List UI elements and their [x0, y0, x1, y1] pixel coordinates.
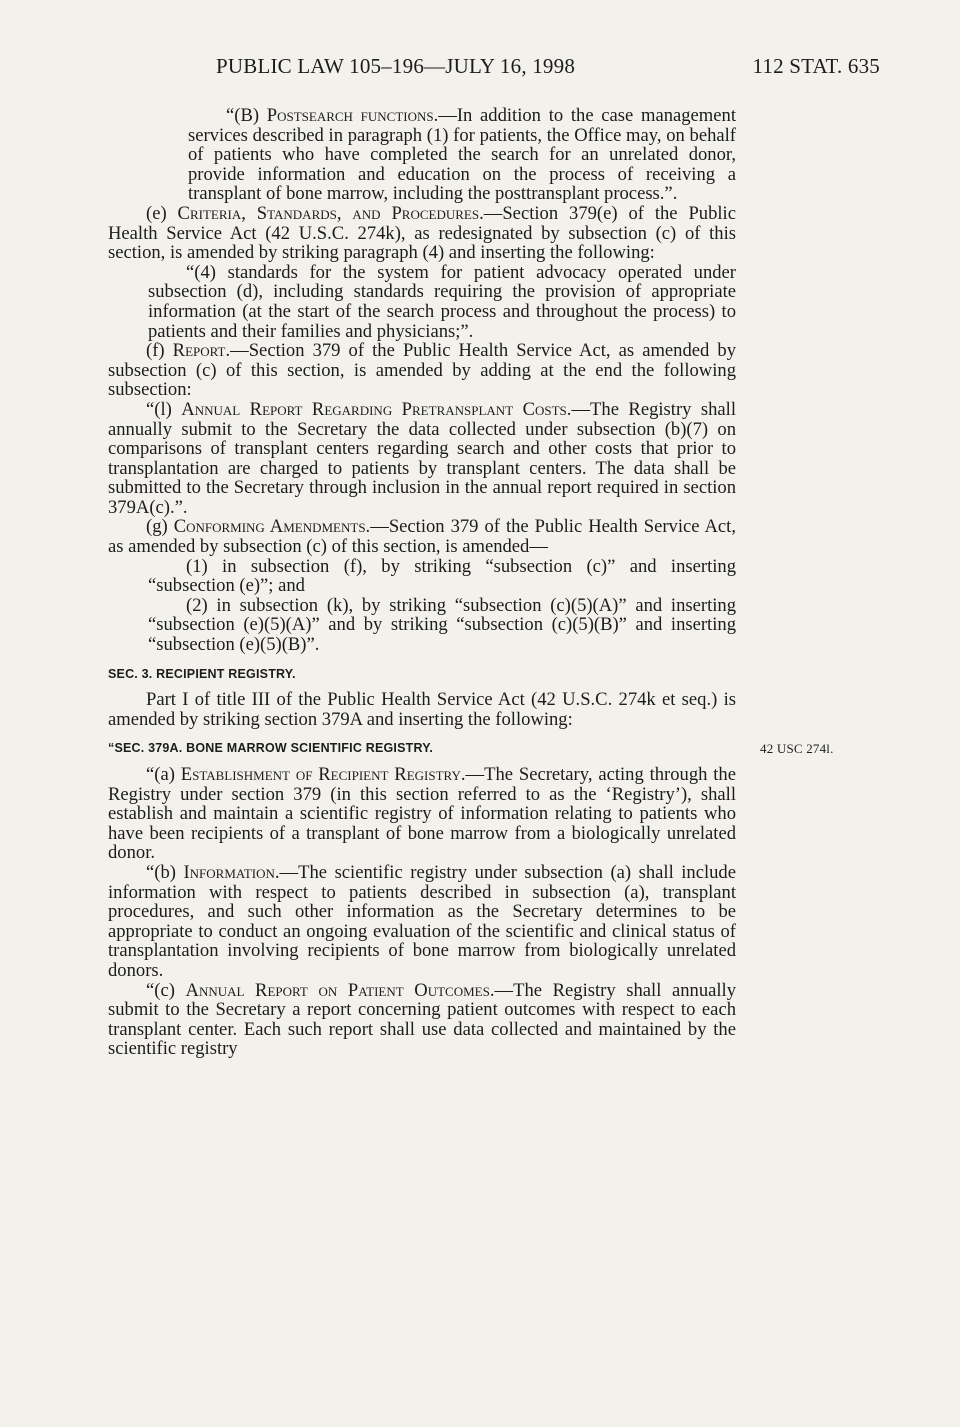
subsection-heading: Report.: [172, 340, 231, 362]
paragraph-text: —In addition to the case management services described in paragraph (1) for patients, the Office may, on behalf of patients who have completed the search for an unrelated donor, provide information and education on the process of receiving a transplant of bone marrow, including the posttransplant process.”.: [188, 105, 736, 205]
paragraph-label: “(B): [226, 105, 267, 126]
subsection-label: (g): [146, 516, 174, 538]
subsection-heading: Annual Report Regarding Pretransplant Costs.: [181, 398, 572, 420]
section-379a-title: “SEC. 379A. BONE MARROW SCIENTIFIC REGISTRY.: [108, 741, 434, 756]
subsection-text: —Section 379 of the Public Health Service Act, as amended by subsection (c) of this section, is amended by adding at the end the following subsection:: [108, 340, 736, 401]
subsection-label: “(a): [146, 764, 181, 785]
subsection-label: “(b): [146, 861, 184, 883]
subsection-c: [108, 981, 736, 1059]
header-law-title: PUBLIC LAW 105–196—JULY 16, 1998: [216, 54, 576, 78]
subsection-heading: Conforming Amendments.: [173, 516, 371, 538]
subsection-f: [108, 341, 736, 400]
subsection-g: [108, 517, 736, 556]
subsection-heading: Information.: [183, 861, 280, 883]
subsection-text: —The scientific registry under subsection (a) shall include information with respect to patients described in subsection (a), transplant procedures, and such other information as the Secretary determines to be appropriate to conduct an ongoing evaluation of the scientific and clinical status of transplantation involving recipients of bone marrow from biologically unrelated donors.: [108, 861, 736, 981]
subsection-text: —The Registry shall annually submit to the Secretary the data collected under subsection (b)(7) on comparisons of transplant centers regarding search and other costs that prior to transplantation are charged to patients by transplant centers. The data shall be submitted to the Secretary through inclusion in the annual report required in section 379A(c).”.: [108, 398, 737, 518]
subsection-e: [108, 204, 736, 263]
subsection-b-information: [108, 863, 736, 981]
subsection-heading: Establishment of Recipient Registry.: [180, 764, 466, 785]
header-page-number: 112 STAT. 635: [752, 54, 880, 78]
subsection-label: “(l): [146, 398, 182, 420]
section-3-heading: SEC. 3. RECIPIENT REGISTRY.: [108, 666, 296, 681]
subsection-text: —The Registry shall annually submit to the Secretary a report concerning patient outcomes with respect to each transplant center. Each such report shall use data collected and maintained by the scientific registry: [108, 979, 736, 1060]
quoted-paragraph-4: “(4) standards for the system for patient advocacy operated under subsection (d), including standards requiring the provision of appropriate information (at the start of the search process and throughout the process) to patients and their families and physicians;”.: [148, 261, 736, 342]
section-3-text: Part I of title III of the Public Health Service Act (42 U.S.C. 274k et seq.) is amended by striking section 379A and inserting the following:: [108, 689, 736, 730]
subsection-label: (e): [146, 202, 178, 224]
subsection-a: [108, 765, 736, 863]
list-item-2: (2) in subsection (k), by striking “subsection (c)(5)(A)” and inserting “subsection (e)(5)(A)” and by striking “subsection (c)(5)(B)” and inserting “subsection (e)(5)(B)”.: [148, 594, 736, 656]
subsection-heading: Criteria, Standards, and Procedures.: [177, 202, 484, 224]
subsection-text: —Section 379 of the Public Health Service Act, as amended by subsection (c) of this section, is amended—: [108, 516, 736, 558]
document-body: [108, 105, 834, 1060]
subsection-label: “(c): [146, 979, 186, 1001]
list-item-1: (1) in subsection (f), by striking “subsection (c)” and inserting “subsection (e)”; and: [148, 555, 736, 597]
section-379a-heading: [108, 739, 834, 759]
subsection-text: —The Secretary, acting through the Registry under section 379 (in this section referred to as the ‘Registry’), shall establish and maintain a scientific registry of information relating to patients who have been recipients of a transplant of bone marrow from a biologically unrelated donor.: [108, 764, 736, 864]
subsection-label: (f): [146, 340, 173, 362]
margin-citation: 42 USC 274l.: [760, 741, 834, 757]
paragraph-heading: Postsearch functions.: [266, 105, 439, 126]
quoted-subsection-l: [108, 400, 736, 518]
subsection-text: —Section 379(e) of the Public Health Service Act (42 U.S.C. 274k), as redesignated by subsection (c) of this section, is amended by striking paragraph (4) and inserting the following:: [108, 202, 736, 264]
paragraph-b-postsearch: [108, 106, 736, 204]
subsection-heading: Annual Report on Patient Outcomes.: [185, 979, 495, 1001]
